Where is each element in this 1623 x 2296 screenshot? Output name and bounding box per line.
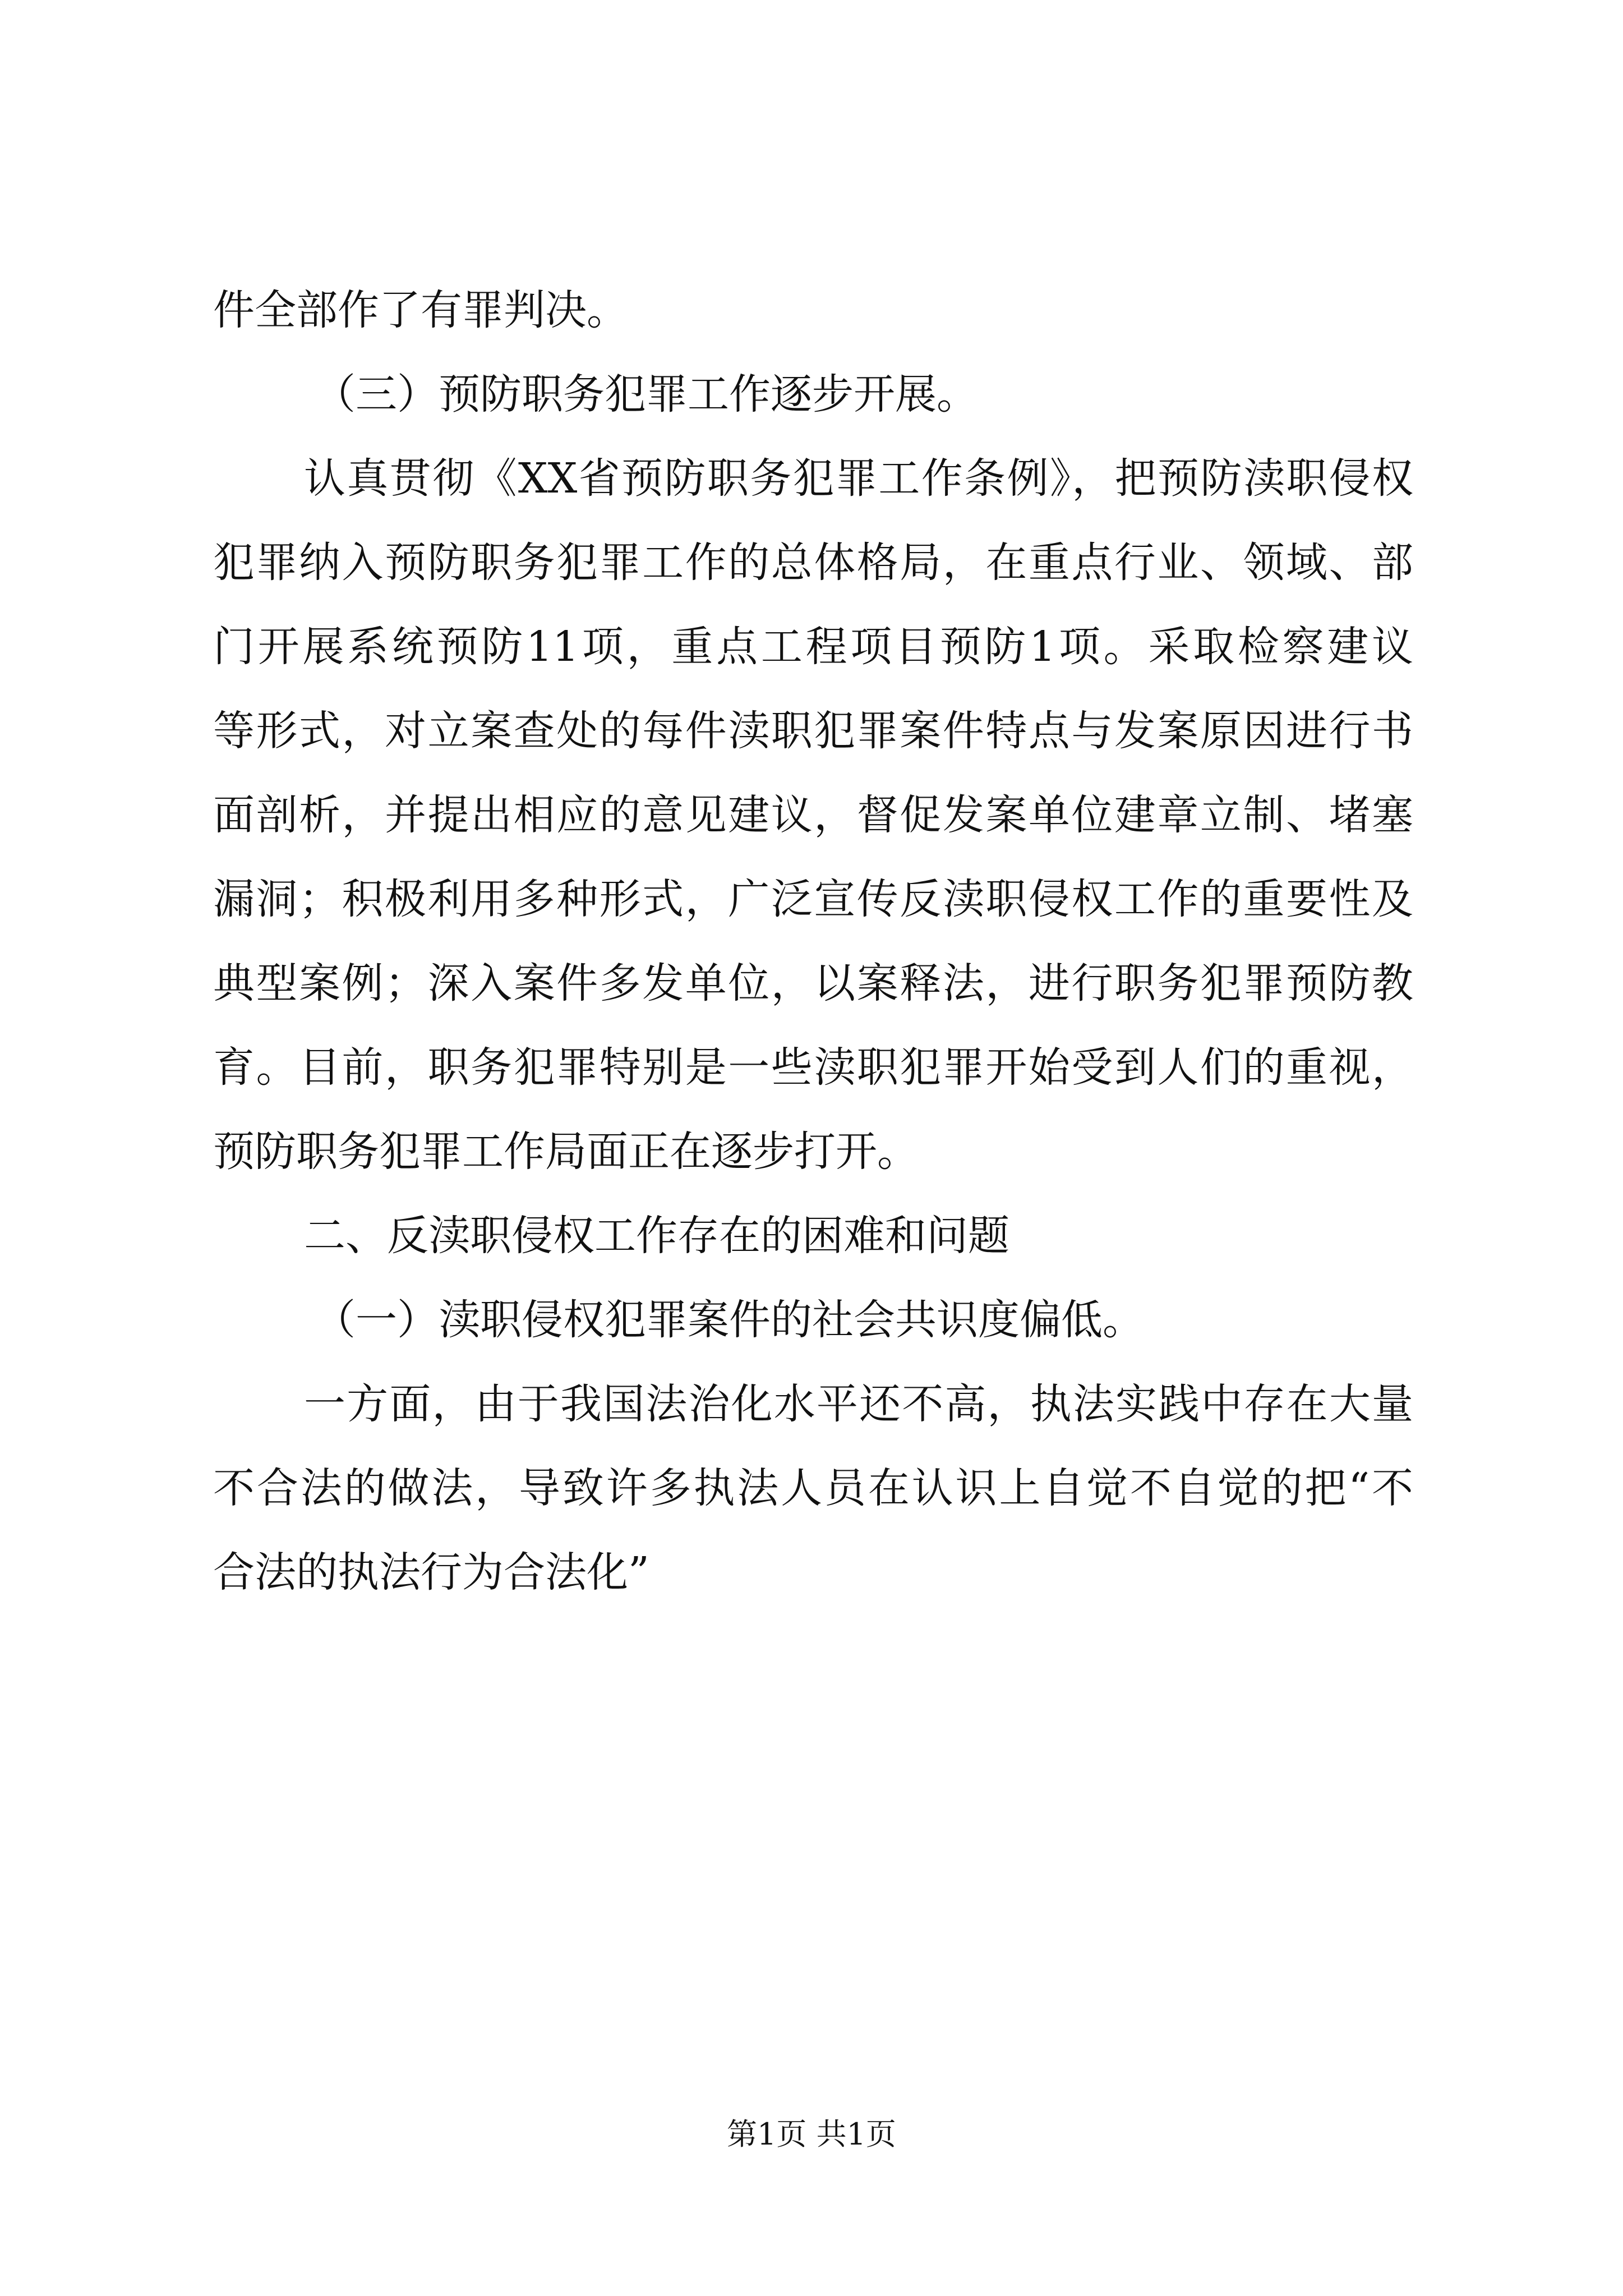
text-line: 门开展系统预防11项，重点工程项目预防1项。采取检察建议 bbox=[213, 623, 1413, 671]
text-line: 面剖析，并提出相应的意见建议，督促发案单位建章立制、堵塞 bbox=[213, 791, 1413, 839]
text-line: 认真贯彻《XX省预防职务犯罪工作条例》，把预防渎职侵权 bbox=[304, 454, 1413, 503]
text-line: 犯罪纳入预防职务犯罪工作的总体格局，在重点行业、领域、部 bbox=[213, 539, 1413, 587]
section-heading: （三）预防职务犯罪工作逐步开展。 bbox=[314, 370, 978, 418]
text-line: 一方面，由于我国法治化水平还不高，执法实践中存在大量 bbox=[304, 1380, 1413, 1428]
text-line: 典型案例；深入案件多发单位，以案释法，进行职务犯罪预防教 bbox=[213, 959, 1413, 1007]
text-line: 预防职务犯罪工作局面正在逐步打开。 bbox=[213, 1128, 919, 1176]
document-body bbox=[213, 268, 1413, 1614]
text-line: 漏洞；积极利用多种形式，广泛宣传反渎职侵权工作的重要性及 bbox=[213, 875, 1413, 923]
text-line: 等形式，对立案查处的每件渎职犯罪案件特点与发案原因进行书 bbox=[213, 707, 1413, 755]
section-heading: （一）渎职侵权犯罪案件的社会共识度偏低。 bbox=[314, 1296, 1144, 1344]
page-footer: 第1页 共1页 bbox=[727, 2116, 896, 2152]
text-line: 件全部作了有罪判决。 bbox=[213, 286, 628, 334]
text-line: 不合法的做法，导致许多执法人员在认识上自觉不自觉的把“不 bbox=[213, 1464, 1413, 1512]
text-line: 育。目前，职务犯罪特别是一些渎职犯罪开始受到人们的重视， bbox=[213, 1043, 1413, 1092]
text-line: 合法的执法行为合法化” bbox=[213, 1548, 649, 1596]
chapter-heading: 二、反渎职侵权工作存在的困难和问题 bbox=[304, 1212, 1009, 1260]
